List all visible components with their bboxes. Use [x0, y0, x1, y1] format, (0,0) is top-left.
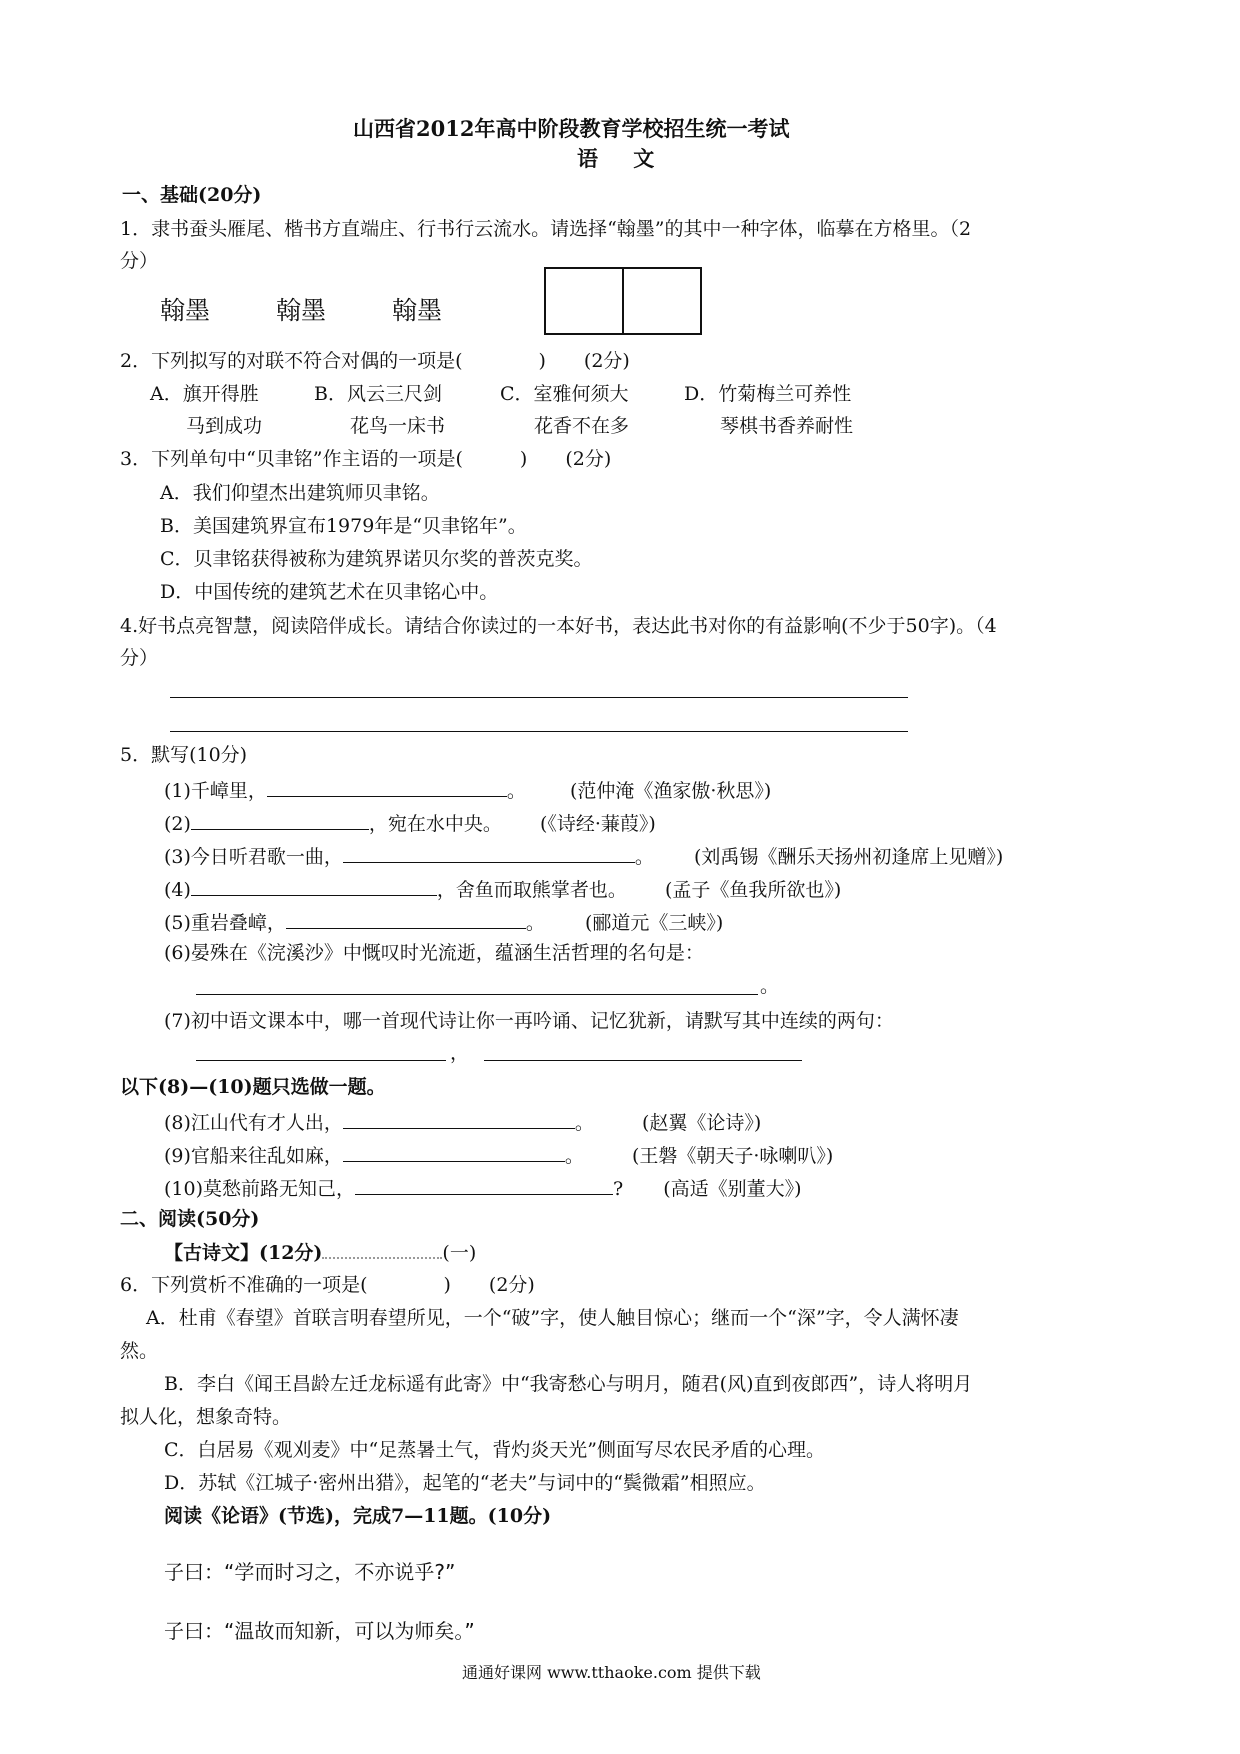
q5-item-2-pre: (2) — [164, 813, 191, 835]
choose-item-9-blank[interactable] — [343, 1144, 565, 1162]
q5-item-4-pre: (4) — [164, 879, 191, 901]
q5-item-5-pre: (5)重岩叠嶂， — [164, 912, 286, 934]
q5-item-3-post: 。 — [634, 846, 654, 868]
choose-item-10-pre: (10)莫愁前路无知己， — [164, 1178, 356, 1200]
q2-option-a-line2: 马到成功 — [186, 415, 263, 437]
q5-item-1-blank[interactable] — [267, 779, 507, 797]
q5-item-6-end: 。 — [760, 975, 780, 997]
q1-sample-1: 翰墨 — [160, 296, 211, 325]
q6-option-c: C．白居易《观刈麦》中“足蒸暑土气，背灼炎天光”侧面写尽农民矛盾的心理。 — [164, 1439, 825, 1461]
q5-item-3-source: (刘禹锡《酬乐天扬州初逢席上见赠》) — [693, 846, 1004, 868]
q5-item-1 — [164, 779, 771, 801]
q3-option-a: A．我们仰望杰出建筑师贝聿铭。 — [160, 482, 440, 504]
choose-item-8-post: 。 — [574, 1112, 594, 1134]
q5-item-6: (6)晏殊在《浣溪沙》中慨叹时光流逝，蕴涵生活哲理的名句是： — [164, 942, 704, 964]
q2-stem: 2．下列拟写的对联不符合对偶的一项是( ) (2分) — [120, 350, 630, 372]
classical-subheading — [164, 1243, 476, 1263]
q5-item-7-answer-line-2[interactable] — [484, 1060, 802, 1061]
q6-option-b-line1: B．李白《闻王昌龄左迁龙标遥有此寄》中“我寄愁心与明月，随君(风)直到夜郎西”，诗人将明月 — [164, 1373, 973, 1395]
choose-item-8-source: (赵翼《论诗》) — [641, 1112, 762, 1134]
q4-text-line2: 分） — [120, 647, 159, 669]
q1-text-line2: 分） — [120, 250, 159, 272]
choose-item-8-blank[interactable] — [343, 1111, 575, 1129]
q1-copy-box-right[interactable] — [622, 267, 702, 335]
q4-answer-line-2[interactable] — [170, 731, 908, 732]
exam-title: 山西省2012年高中阶段教育学校招生统一考试 — [353, 116, 790, 141]
q6-stem: 6．下列赏析不准确的一项是( ) (2分) — [120, 1274, 535, 1296]
subject-title: 语 文 — [577, 146, 669, 171]
section-2-heading: 二、阅读(50分) — [120, 1208, 260, 1230]
lunyu-stem: 阅读《论语》(节选)，完成7—11题。(10分) — [164, 1505, 552, 1527]
q5-item-1-pre: (1)千嶂里， — [164, 780, 267, 802]
q6-option-d: D．苏轼《江城子·密州出猎》，起笔的“老夫”与词中的“鬓微霜”相照应。 — [164, 1472, 766, 1494]
q2-option-b-line1: B．风云三尺剑 — [314, 383, 442, 405]
q5-item-5 — [164, 911, 723, 933]
q5-item-5-blank[interactable] — [286, 911, 526, 929]
q5-item-2 — [164, 812, 656, 834]
q1-copy-box-left[interactable] — [544, 267, 624, 335]
q5-item-1-source: (范仲淹《渔家傲·秋思》) — [569, 780, 772, 802]
q1-sample-2: 翰墨 — [276, 296, 327, 325]
q5-item-2-blank[interactable] — [191, 812, 369, 830]
section-1-heading: 一、基础(20分) — [122, 184, 262, 206]
q2-option-d-line2: 琴棋书香养耐性 — [720, 415, 854, 437]
q3-stem: 3．下列单句中“贝聿铭”作主语的一项是( ) (2分) — [120, 448, 612, 470]
choose-one-note: 以下(8)—(10)题只选做一题。 — [120, 1076, 386, 1098]
footer-download-note: 通通好课网 www.tthaoke.com 提供下载 — [462, 1663, 761, 1682]
q5-item-3-pre: (3)今日听君歌一曲， — [164, 846, 343, 868]
q5-stem: 5．默写(10分) — [120, 744, 248, 766]
q1-sample-3: 翰墨 — [392, 296, 443, 325]
q5-item-5-source: (郦道元《三峡》) — [584, 912, 724, 934]
q6-option-a-line1: A．杜甫《春望》首联言明春望所见，一个“破”字，使人触目惊心；继而一个“深”字，令人满怀凄 — [146, 1307, 959, 1329]
q5-item-1-post: 。 — [506, 780, 526, 802]
q2-option-c-line1: C．室雅何须大 — [500, 383, 629, 405]
q5-item-3 — [164, 845, 1003, 867]
choose-item-9 — [164, 1144, 833, 1166]
q1-text-line1: 1．隶书蚕头雁尾、楷书方直端庄、行书行云流水。请选择“翰墨”的其中一种字体，临摹在方格里。（2 — [120, 218, 972, 240]
lunyu-quote-1: 子曰：“学而时习之，不亦说乎?” — [164, 1560, 456, 1584]
q6-option-b-line2: 拟人化，想象奇特。 — [120, 1406, 292, 1428]
q5-item-7-comma: ， — [450, 1042, 470, 1064]
choose-item-8-pre: (8)江山代有才人出， — [164, 1112, 343, 1134]
q2-option-a-line1: A．旗开得胜 — [150, 383, 259, 405]
q3-option-b: B．美国建筑界宣布1979年是“贝聿铭年”。 — [160, 515, 527, 537]
q2-option-b-line2: 花鸟一床书 — [350, 415, 446, 437]
q5-item-3-blank[interactable] — [343, 845, 635, 863]
q4-answer-line-1[interactable] — [170, 697, 908, 698]
q5-item-7: (7)初中语文课本中，哪一首现代诗让你一再吟诵、记忆犹新，请默写其中连续的两句： — [164, 1010, 894, 1032]
q6-option-a-line2: 然。 — [120, 1340, 159, 1362]
q5-item-4 — [164, 878, 841, 900]
q4-text-line1: 4.好书点亮智慧，阅读陪伴成长。请结合你读过的一本好书，表达此书对你的有益影响(不少于50字)。（4 — [120, 615, 997, 637]
choose-item-9-source: (王磐《朝天子·咏喇叭》) — [631, 1145, 834, 1167]
q5-item-7-answer-line-1[interactable] — [196, 1060, 446, 1061]
choose-item-10-post: ? — [613, 1178, 624, 1200]
q5-item-4-post: ，舍鱼而取熊掌者也。 — [436, 879, 627, 901]
q5-item-6-answer-line[interactable] — [196, 994, 758, 995]
q2-option-c-line2: 花香不在多 — [534, 415, 630, 437]
choose-item-10-blank[interactable] — [355, 1177, 613, 1195]
q5-item-5-post: 。 — [525, 912, 545, 934]
choose-item-10 — [164, 1177, 802, 1199]
q5-item-2-post: ，宛在水中央。 — [368, 813, 502, 835]
q3-option-d: D．中国传统的建筑艺术在贝聿铭心中。 — [160, 581, 499, 603]
q5-item-2-source: (《诗经·蒹葭》) — [539, 813, 656, 835]
lunyu-quote-2: 子曰：“温故而知新，可以为师矣。” — [164, 1619, 475, 1643]
q3-option-c: C．贝聿铭获得被称为建筑界诺贝尔奖的普茨克奖。 — [160, 548, 593, 570]
choose-item-10-source: (高适《别董大》) — [663, 1178, 802, 1200]
classical-subheading-label: 【古诗文】(12分) — [164, 1242, 323, 1264]
choose-item-9-pre: (9)官船来往乱如麻， — [164, 1145, 343, 1167]
choose-item-8 — [164, 1111, 761, 1133]
q2-option-d-line1: D．竹菊梅兰可养性 — [684, 383, 852, 405]
q5-item-4-blank[interactable] — [191, 878, 437, 896]
choose-item-9-post: 。 — [564, 1145, 584, 1167]
q5-item-4-source: (孟子《鱼我所欲也》) — [664, 879, 842, 901]
classical-subheading-number: (一) — [442, 1242, 477, 1264]
dot-leader — [322, 1243, 442, 1259]
